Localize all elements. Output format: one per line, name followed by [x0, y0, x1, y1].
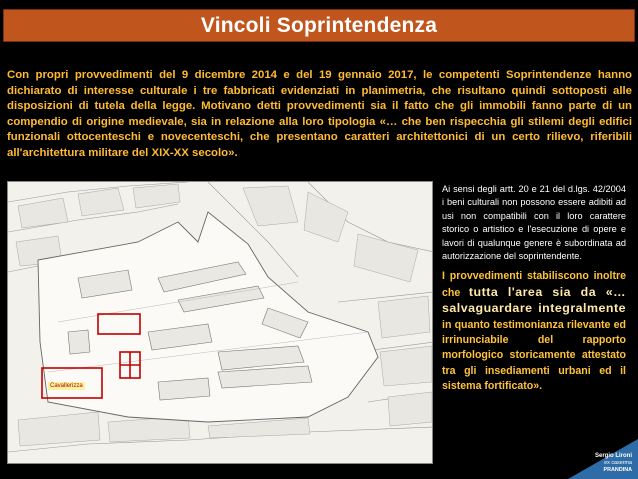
- site-plan-map: [7, 181, 433, 464]
- page-title: Vincoli Soprintendenza: [200, 13, 438, 37]
- side-paragraph-2-end: in quanto testimonianza rilevante ed irrinunciabile del rapporto morfologico storicamente attestato tra gli insediamenti urbani ed il sistema fortificato».: [442, 318, 626, 393]
- credit-line2: ex caserma: [604, 460, 632, 466]
- site-plan-drawing: [8, 182, 433, 464]
- author-credit: [568, 439, 638, 479]
- cavallerizza-label: Cavallerizza: [50, 383, 83, 389]
- side-text: [442, 183, 626, 395]
- side-paragraph-2-start: I provvedimenti stabiliscono inoltre che: [442, 270, 626, 299]
- credit-text: [595, 453, 632, 474]
- intro-paragraph: Con propri provvedimenti del 9 dicembre 2014 e del 19 gennaio 2017, le competenti Soprintendenze hanno dichiarato di interesse culturale i tre fabbricati evidenziati in planimetria, che risultano quindi sottoposti alle disposizioni di tutela della legge. Motivano detti provvedimenti sia il fatto che gli immobili fanno parte di un compendio di origine medievale, sia in relazione alla loro tipologia «… che ben rispecchia gli stilemi degli edifici funzionali ottocenteschi e novecenteschi, che presentano caratteri architettonici di un certo rilievo, riferibili all'architettura militare del XIX-XX secolo».: [7, 69, 632, 159]
- title-bar: [3, 9, 635, 42]
- side-paragraph-1: Ai sensi degli artt. 20 e 21 del d.lgs. 42/2004 i beni culturali non possono essere adibiti ad usi non compatibili con il loro carattere storico o artistico e l'esecuzione di opere e lavori di qualunque genere è subordinata ad autorizzazione del soprintendente.: [442, 184, 626, 262]
- credit-name: Sergio Lironi: [594, 453, 632, 459]
- side-paragraph-2: [442, 269, 626, 394]
- credit-line3: PRANDINA: [603, 467, 632, 473]
- side-paragraph-2-highlight: tutta l'area sia da «…salvaguardare integralmente: [442, 284, 626, 316]
